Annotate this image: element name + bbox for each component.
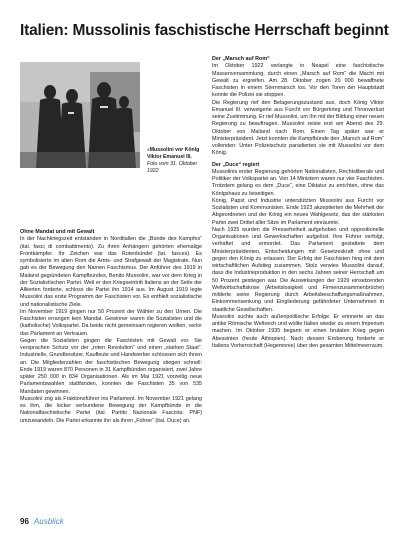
page-title: Italien: Mussolinis faschistische Herrschaft beginnt <box>20 22 389 39</box>
paragraph: Mussolinis erster Regierung gehörten Nationalisten, Rechtsliberale und Politiker der Volkspartei an. Von 14 Ministern waren nur vier Faschisten. Trotzdem gelang es dem „Duce“, eine Diktatur zu errichten, ohne das Königshaus zu beseitigen. <box>212 168 384 197</box>
paragraph: Im November 1919 gingen nur 50 Prozent der Wähler zu den Urnen. Die Faschisten errangen kein Mandat. Gewinner waren die Sozialisten und die (katholische) Volkspartei. Da beide nicht gemeinsam regieren wollten, verlor das Parlament an Vertrauen. <box>20 308 202 337</box>
paragraph: Mussolini zog als Fraktionsführer ins Parlament. Im November 1921 gelang es ihm, die locker verbundene Bewegung der Kampfbünde in die Nationalfaschistische Partei (ital. Partito Nazionale Fascista: PNF) umzuwandeln. Die Partei erkannte ihn als ihren „Führer“ (ital. Duce) an. <box>20 395 202 424</box>
paragraph: Die Regierung rief den Belagerungszustand aus, doch König Viktor Emanuel III. verweigerte aus Furcht vor Bürgerkrieg und Thronverlust seine Zustimmung. Er rief Mussolini, um ihn mit der Bildung einer neuen Regierung zu beauftragen. Mussolini reiste erst am Abend des 29. Oktober von Mailand nach Rom. Einen Tag später war er Ministerpräsident. Jetzt konnten die Kampfbünde den „Marsch auf Rom“ vollenden: Unter Polizeischutz paradierten sie mit Mussolini vor dem König. <box>212 99 384 157</box>
section-heading: Der „Marsch auf Rom“ <box>212 56 270 62</box>
caption-title: ■ Mussolini vor König Viktor Emanuel III. <box>147 146 201 161</box>
right-column <box>212 56 384 350</box>
photo-caption <box>147 146 201 175</box>
paragraph: Mussolini suchte auch außenpolitische Erfolge. Er erinnerte an das antike Römische Weltreich und wollte Italien wieder zu einem Imperium machen. Im Oktober 1935 begann er einen brutalen Krieg gegen Abessinien (heute Äthiopien). Nach dessen Eroberung forderte er Italiens Vorherrschaft (Hegemonie) über den gesamten Mittelmeerraum. <box>212 313 384 349</box>
caption-date: Foto vom 31. Oktober 1922 <box>147 161 198 174</box>
left-column <box>20 229 202 425</box>
paragraph: Gegen die Sozialisten gingen die Faschisten mit Gewalt vor. Sie versprachen Schutz vor der „roten Revolution“ und einen „starken Staat“. Industrielle, Grundbesitzer, Kaufleute und Handwerker schlossen sich ihnen an. Die Mitgliederzahlen der faschistischen Bewegung stiegen schnell: Ende 1919 waren 870 Personen in 31 Kampfbünden organisiert, zwei Jahre später 250 000 in 834 Organisationen. Als im Mai 1921 vorzeitig neue Parlamentswahlen stattfanden, konnten die Faschisten 35 von 535 Mandaten gewinnen. <box>20 337 202 395</box>
paragraph: In der Nachkriegszeit entstanden in Norditalien die „Bünde des Kampfes“ (ital. fasci di combattimento). Zu ihren Anhängern gehörten ehemalige Frontkämpfer. Ihr Zeichen war das Rutenbündel (lat. fasces). Es symbolisierte im alten Rom die Amts- und Strafgewalt der Magistrate. Nun gab es der Bewegung den Namen Faschismus. Der Anführer des 1919 in Mailand gegründeten Kampfbundes, Benito Mussolini, war vor dem Krieg in der Sozialistischen Partei. Weil er den Kriegseintritt Italiens an der Seite der Alliierten forderte, schloss die Partei ihn 1914 aus. Im August 1919 legte Mussolini das erste Programm der Faschisten vor. Es enthielt sozialistische und nationalistische Ziele. <box>20 236 202 308</box>
page-footer <box>20 517 170 529</box>
paragraph: Im Oktober 1922 verlangte in Neapel eine faschistische Massenversammlung, durch einen „Marsch auf Rom“ die Macht mit Gewalt zu ergreifen. Am 28. Oktober zogen 20 000 bewaffnete Faschisten in einem Sternmarsch los. Vor den Toren der Hauptstadt konnte die Polizei sie stoppen. <box>212 63 384 99</box>
section-heading: Der „Duce“ regiert <box>212 161 260 168</box>
section-heading: Ohne Mandat und mit Gewalt <box>20 229 95 235</box>
section-label: Ausblick <box>33 517 64 526</box>
historical-photo <box>20 62 140 168</box>
photo-illustration <box>20 62 140 168</box>
page-number: 96 <box>20 517 29 526</box>
paragraph: Nach 1925 wurden die Pressefreiheit aufgehoben und oppositionelle Organisationen und Gewerkschaften aufgelöst. Ihre Führer verfolgt, verhaftet und ermordet. Das Parlament gestattete dem Ministerpräsidenten, Entscheidungen mit Gesetzeskraft ohne und gegen den König zu erlassen. Der Erfolg der Faschisten hing mit dem wirtschaftlichen Aufstieg zusammen. Stolz verwies Mussolini darauf, dass die Industrieproduktion in den sechs Jahren seiner Herrschaft um 50 Prozent gestiegen war. Die Auswirkungen der 1929 einsetzenden Weltwirtschaftskrise (Arbeitslosigkeit und Firmenzusammenbrüche) milderte seine Regierung durch Arbeitsbeschaffungsmaßnahmen, Einkommensenkung und Eingliederung gefährdeter Unternehmen in staatliche Gesellschaften. <box>212 226 384 313</box>
paragraph: König, Papst und Industrie unterstützten Mussolini aus Furcht vor Sozialisten und Kommunisten. Ende 1923 akzeptierten die Mehrheit der Abgeordneten und der König ein neues Wahlgesetz, das der stärksten Partei zwei Drittel aller Sitze im Parlament einräumte. <box>212 197 384 226</box>
